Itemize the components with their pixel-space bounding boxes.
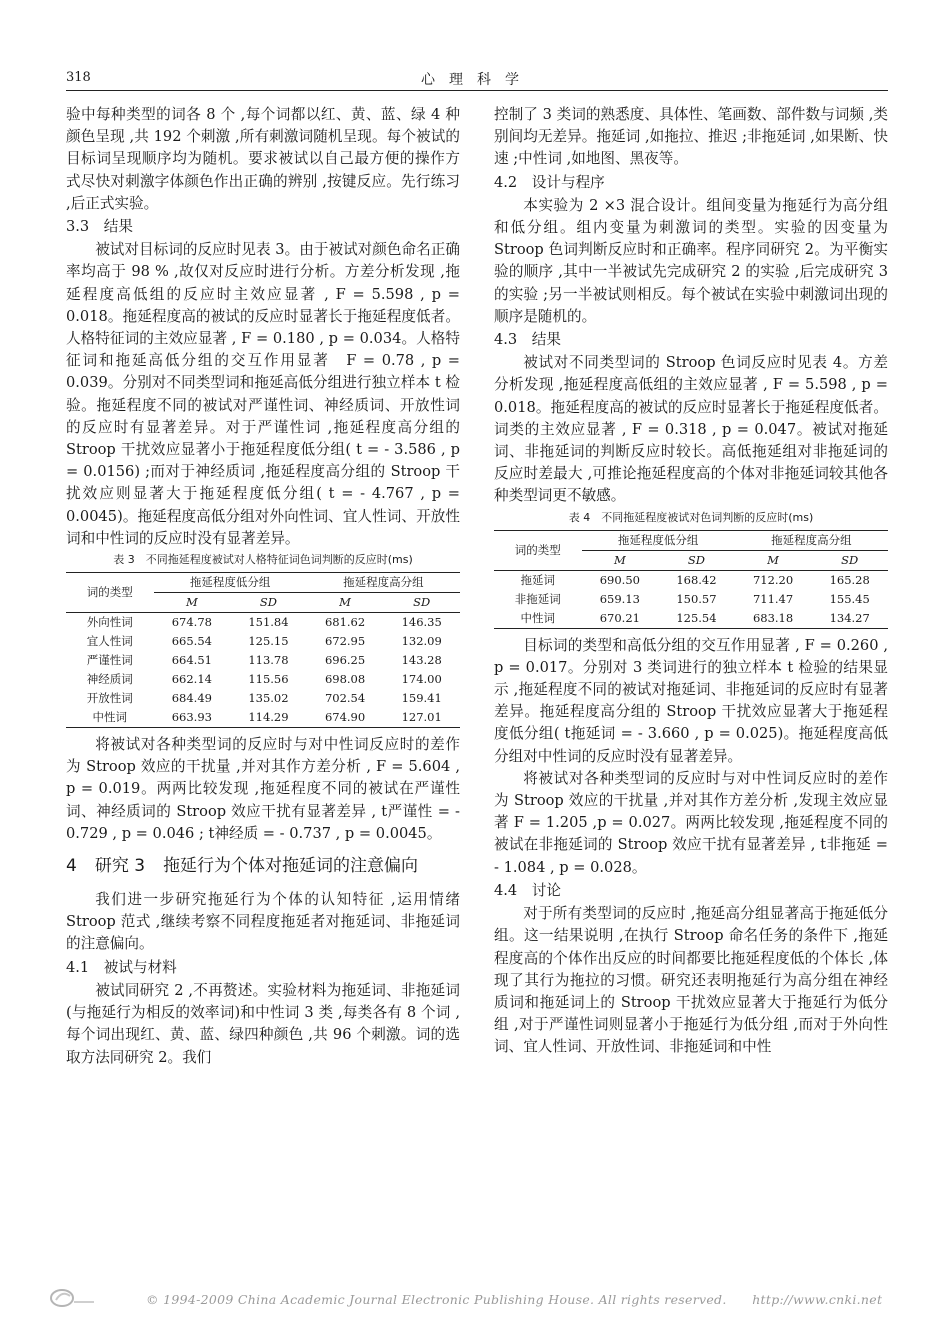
group-high-header: 拖延程度高分组 [307, 573, 460, 593]
paragraph: 验中每种类型的词各 8 个 ,每个词都以红、黄、蓝、绿 4 种颜色呈现 ,共 192 个刺激 ,所有刺激词随机呈现。每个被试的目标词呈现顺序均为随机。要求被试以自己最方便的操作方式尽快对刺激字体颜色作出正确的辨别 ,按键反应。先行练习 ,后正式实验。 [66, 106, 460, 212]
row-header: 词的类型 [494, 530, 582, 570]
table-row [66, 670, 460, 689]
table-3 [66, 572, 460, 728]
table-cell: 674.78 [171, 615, 212, 630]
paragraph: 我们进一步研究拖延行为个体的认知特征 ,运用情绪 Stroop 范式 ,继续考察不同程度拖延者对拖延词、非拖延词的注意偏向。 [66, 891, 460, 953]
copyright-notice: © 1994-2009 China Academic Journal Electronic Publishing House. All rights reserved. http://www.cnki.net [146, 1292, 883, 1307]
section-heading-4-1: 4.1 被试与材料 [66, 958, 177, 976]
left-column [66, 104, 460, 1069]
table-cell: 113.78 [248, 653, 289, 668]
paragraph: 将被试对各种类型词的反应时与对中性词反应时的差作为 Stroop 效应的干扰量 ,并对其作方差分析 , F = 5.604 , p = 0.019。两两比较发现 ,拖延程度不同的被试在严谨性词、神经质词的 Stroop 效应干扰有显著差异 , t严谨性 = - 0.729 , p = 0.046 ; t神经质 = - 0.737 , p = 0.0045。 [66, 736, 460, 842]
table-cell: 712.20 [752, 572, 794, 587]
journal-title: 心理科学 [421, 72, 533, 88]
table-4-caption: 表 4 不同拖延程度被试对色词判断的反应时(ms) [568, 510, 814, 524]
section-heading-4 [66, 853, 460, 879]
table-cell: 150.57 [676, 591, 717, 606]
table-cell: 143.28 [401, 653, 442, 668]
table-cell: 664.51 [171, 653, 212, 668]
table-cell: 696.25 [324, 653, 366, 668]
group-high-header: 拖延程度高分组 [735, 530, 888, 550]
table-cell: 127.01 [383, 708, 460, 728]
sd-header: SD [811, 550, 888, 570]
group-low-header: 拖延程度低分组 [154, 573, 307, 593]
table-cell: 711.47 [752, 591, 794, 606]
section-heading-4-3: 4.3 结果 [494, 331, 561, 349]
table-cell: 155.45 [829, 591, 870, 606]
table-cell: 165.28 [829, 572, 870, 587]
right-column [494, 104, 888, 1059]
table-cell: 174.00 [401, 672, 442, 687]
group-low-header: 拖延程度低分组 [582, 530, 735, 550]
table-cell: 神经质词 [86, 672, 133, 687]
table-row [494, 570, 888, 590]
study-label: 研究 3 [94, 856, 146, 877]
table-cell: 151.84 [248, 615, 289, 630]
table-cell: 146.35 [401, 615, 442, 630]
table-cell: 690.50 [599, 572, 640, 587]
table-cell: 674.90 [307, 708, 384, 728]
mean-header: M [735, 550, 812, 570]
table-cell: 125.54 [658, 609, 735, 629]
paragraph: 对于所有类型词的反应时 ,拖延高分组显著高于拖延低分组。这一结果说明 ,在执行 Stroop 命名任务的条件下 ,拖延程度高的个体作出反应的时间都要比拖延程度低的个体长 ,体现了其行为拖拉的习惯。研究还表明拖延行为高分组在神经质词和拖延词上的 Stroop 干扰效应显著大于拖延行为低分组 ,对于严谨性词则显著小于拖延行为低分组 ,而对于外向性词、宜人性词、开放性词、非拖延词和中性 [494, 905, 888, 1056]
table-cell: 670.21 [582, 609, 659, 629]
table-cell: 中性词 [494, 609, 582, 629]
table-cell: 681.62 [324, 615, 366, 630]
section-number: 4 [66, 856, 77, 877]
paragraph: 被试对不同类型词的 Stroop 色词反应时见表 4。方差分析发现 ,拖延程度高低组的主效应显著 , F = 5.598 , p = 0.018。拖延程度高的被试的反应时显著长于拖延程度低者。词类的主效应显著 , F = 0.318 , p = 0.047。被试对拖延词、非拖延词的判断反应时较长。高低拖延组对非拖延词的反应时差最大 ,可推论拖延程度高的个体对非拖延词较其他各种类型词更不敏感。 [494, 354, 888, 505]
footer [40, 1284, 910, 1314]
table-row [494, 590, 888, 609]
page-number: 318 [66, 70, 91, 85]
table-cell: 拖延词 [520, 572, 556, 587]
table-cell: 中性词 [66, 708, 154, 728]
sd-header: SD [658, 550, 735, 570]
table-cell: 宜人性词 [86, 634, 133, 649]
table-row [66, 651, 460, 670]
paragraph: 本实验为 2 ×3 混合设计。组间变量为拖延行为高分组和低分组。组内变量为刺激词的类型。实验的因变量为 Stroop 色词判断反应时和正确率。程序同研究 2。为平衡实验的顺序 ,其中一半被试先完成研究 2 的实验 ,后完成研究 3 的实验 ;另一半被试则相反。每个被试在实验中刺激词出现的顺序是随机的。 [494, 196, 888, 325]
table-cell: 159.41 [401, 691, 442, 706]
table-cell: 168.42 [676, 572, 717, 587]
paragraph: 目标词的类型和高低分组的交互作用显著 , F = 0.260 , p = 0.017。分别对 3 类词进行的独立样本 t 检验的结果显示 ,拖延程度不同的被试对拖延词、非拖延词的反应时有显著差异。拖延程度高分组的 Stroop 干扰效应显著大于拖延程度低分组( t拖延词 = - 3.660 , p = 0.025)。拖延程度高低分组对中性词的反应时没有显著差异。 [494, 636, 888, 765]
table-cell: 非拖延词 [514, 591, 561, 606]
table-cell: 702.54 [324, 691, 366, 706]
section-heading-4-2: 4.2 设计与程序 [494, 173, 605, 191]
table-cell: 698.08 [324, 672, 366, 687]
table-cell: 672.95 [324, 634, 366, 649]
paragraph: 被试对目标词的反应时见表 3。由于被试对颜色命名正确率均高于 98 % ,故仅对反应时进行分析。方差分析发现 ,拖延程度高低组的反应时主效应显著 , F = 5.598 , p = 0.018。拖延程度高的被试的反应时显著长于拖延程度低者。人格特征词的主效应显著 , F = 0.180 , p = 0.034。人格特征词和拖延高低分组的交互作用显著 F = 0.78 , p = 0.039。分别对不同类型词和拖延高低分组进行独立样本 t 检验。拖延程度不同的被试对严谨性词、神经质词、开放性词的反应时有显著差异。对于严谨性词 ,拖延程度高分组的 Stroop 干扰效应显著小于拖延程度低分组( t = - 3.586 , p = 0.0156) ;而对于神经质词 ,拖延程度高分组的 Stroop 干扰效应则显著大于拖延程度低分组( t = - 4.767 , p = 0.0045)。拖延程度高低分组对外向性词、宜人性词、开放性词和中性词的反应时没有显著差异。 [66, 241, 460, 547]
table-cell: 严谨性词 [86, 653, 133, 668]
row-header: 词的类型 [66, 573, 154, 613]
mean-header: M [582, 550, 659, 570]
paragraph: 控制了 3 类词的熟悉度、具体性、笔画数、部件数与词频 ,类别间均无差异。拖延词 ,如拖拉、推迟 ;非拖延词 ,如果断、快速 ;中性词 ,如地图、黑夜等。 [494, 106, 888, 168]
table-cell: 114.29 [230, 708, 307, 728]
section-heading-4-4: 4.4 讨论 [494, 881, 561, 899]
table-cell: 684.49 [171, 691, 212, 706]
table-cell: 外向性词 [86, 615, 133, 630]
table-cell: 663.93 [154, 708, 231, 728]
sd-header: SD [383, 593, 460, 613]
mean-header: M [307, 593, 384, 613]
table-3-caption: 表 3 不同拖延程度被试对人格特征词色词判断的反应时(ms) [113, 553, 413, 567]
table-cell: 125.15 [248, 634, 289, 649]
table-cell: 665.54 [171, 634, 212, 649]
table-cell: 662.14 [171, 672, 212, 687]
table-row [66, 632, 460, 651]
table-cell: 683.18 [735, 609, 812, 629]
table-row [494, 609, 888, 629]
table-row [66, 708, 460, 728]
table-cell: 135.02 [248, 691, 289, 706]
section-heading-3-3: 3.3 结果 [66, 218, 133, 236]
table-cell: 132.09 [401, 634, 442, 649]
table-cell: 134.27 [811, 609, 888, 629]
table-cell: 659.13 [599, 591, 640, 606]
paragraph: 被试同研究 2 ,不再赘述。实验材料为拖延词、非拖延词(与拖延行为相反的效率词)和中性词 3 类 ,每类各有 8 个词 ,每个词出现红、黄、蓝、绿四种颜色 ,共 96 个刺激。词的选取方法同研究 2。我们 [66, 981, 460, 1066]
table-cell: 115.56 [248, 672, 289, 687]
table-4 [494, 530, 888, 629]
table-row [66, 689, 460, 708]
running-header [66, 68, 888, 91]
section-title: 拖延行为个体对拖延词的注意偏向 [163, 856, 419, 877]
paragraph: 将被试对各种类型词的反应时与对中性词反应时的差作为 Stroop 效应的干扰量 ,并对其作方差分析 ,发现主效应显著 F = 1.205 ,p = 0.027。两两比较发现 ,拖延程度不同的被试在非拖延词的 Stroop 效应干扰有显著差异 , t非拖延 = - 1.084 , p = 0.028。 [494, 769, 888, 876]
table-row [66, 613, 460, 633]
sd-header: SD [230, 593, 307, 613]
cnki-logo-icon [48, 1286, 96, 1310]
mean-header: M [154, 593, 231, 613]
table-cell: 开放性词 [86, 691, 133, 706]
